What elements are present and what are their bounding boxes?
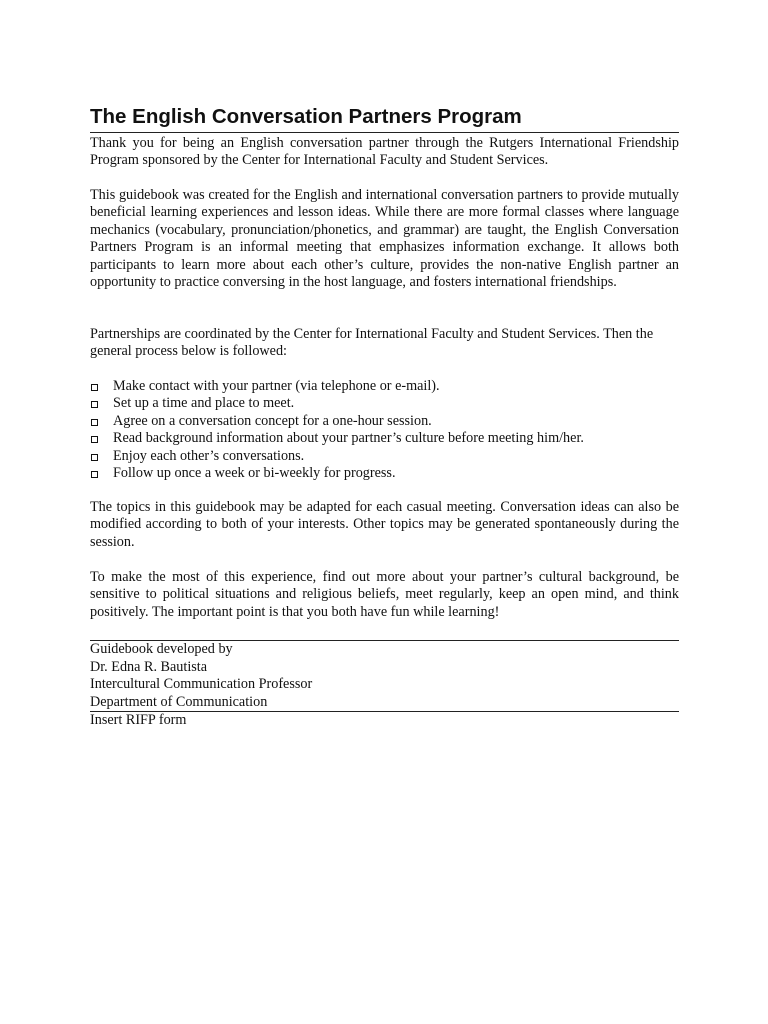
list-item	[90, 413, 679, 430]
checkbox-bullet-icon	[91, 384, 98, 391]
checkbox-bullet-icon	[91, 471, 98, 478]
document-title: The English Conversation Partners Program	[90, 105, 679, 133]
topics-paragraph: The topics in this guidebook may be adapted for each casual meeting. Conversation ideas can also be modified according to both of your interests. Other topics may be generated spontaneously during the session.	[90, 499, 679, 550]
step-text: Set up a time and place to meet.	[113, 395, 295, 412]
checkbox-bullet-icon	[91, 419, 98, 426]
checkbox-bullet-icon	[91, 454, 98, 461]
credits-block	[90, 640, 679, 730]
advice-paragraph: To make the most of this experience, find out more about your partner’s cultural background, be sensitive to political situations and religious beliefs, meet regularly, keep an open mind, and think positively. The important point is that you both have fun while learning!	[90, 569, 679, 620]
author-department: Department of Communication	[90, 693, 268, 710]
list-item	[90, 430, 679, 447]
step-text: Make contact with your partner (via telephone or e-mail).	[113, 378, 440, 394]
list-item	[90, 465, 679, 482]
step-text: Read background information about your partner’s culture before meeting him/her.	[113, 430, 584, 447]
author-credits	[90, 641, 679, 712]
author-name: Dr. Edna R. Bautista	[90, 658, 208, 675]
list-item	[90, 395, 679, 412]
intro-paragraph: Thank you for being an English conversation partner through the Rutgers International Friendship Program sponsored by the Center for International Faculty and Student Services.	[90, 135, 679, 169]
step-text: Enjoy each other’s conversations.	[113, 447, 305, 464]
developed-by-label: Guidebook developed by	[90, 641, 233, 657]
step-text: Follow up once a week or bi-weekly for progress.	[113, 465, 396, 482]
step-text: Agree on a conversation concept for a one-hour session.	[113, 412, 432, 429]
insert-form-note: Insert RIFP form	[90, 712, 187, 729]
list-item	[90, 448, 679, 465]
checkbox-bullet-icon	[91, 436, 98, 443]
process-steps-list	[90, 378, 679, 482]
checkbox-bullet-icon	[91, 401, 98, 408]
purpose-paragraph: This guidebook was created for the English and international conversation partners to provide mutually beneficial learning experiences and lesson ideas. While there are more formal classes where language mechanics (vocabulary, pronunciation/phonetics, and grammar) are taught, the English Conversation Partners Program is an informal meeting that emphasizes information exchange. It allows both participants to learn more about each other’s culture, provides the non-native English partner an opportunity to practice conversing in the host language, and fosters international friendships.	[90, 187, 679, 291]
process-paragraph: Partnerships are coordinated by the Center for International Faculty and Student Services. Then the general process below is followed:	[90, 326, 654, 360]
list-item	[90, 378, 679, 395]
author-role: Intercultural Communication Professor	[90, 676, 313, 693]
